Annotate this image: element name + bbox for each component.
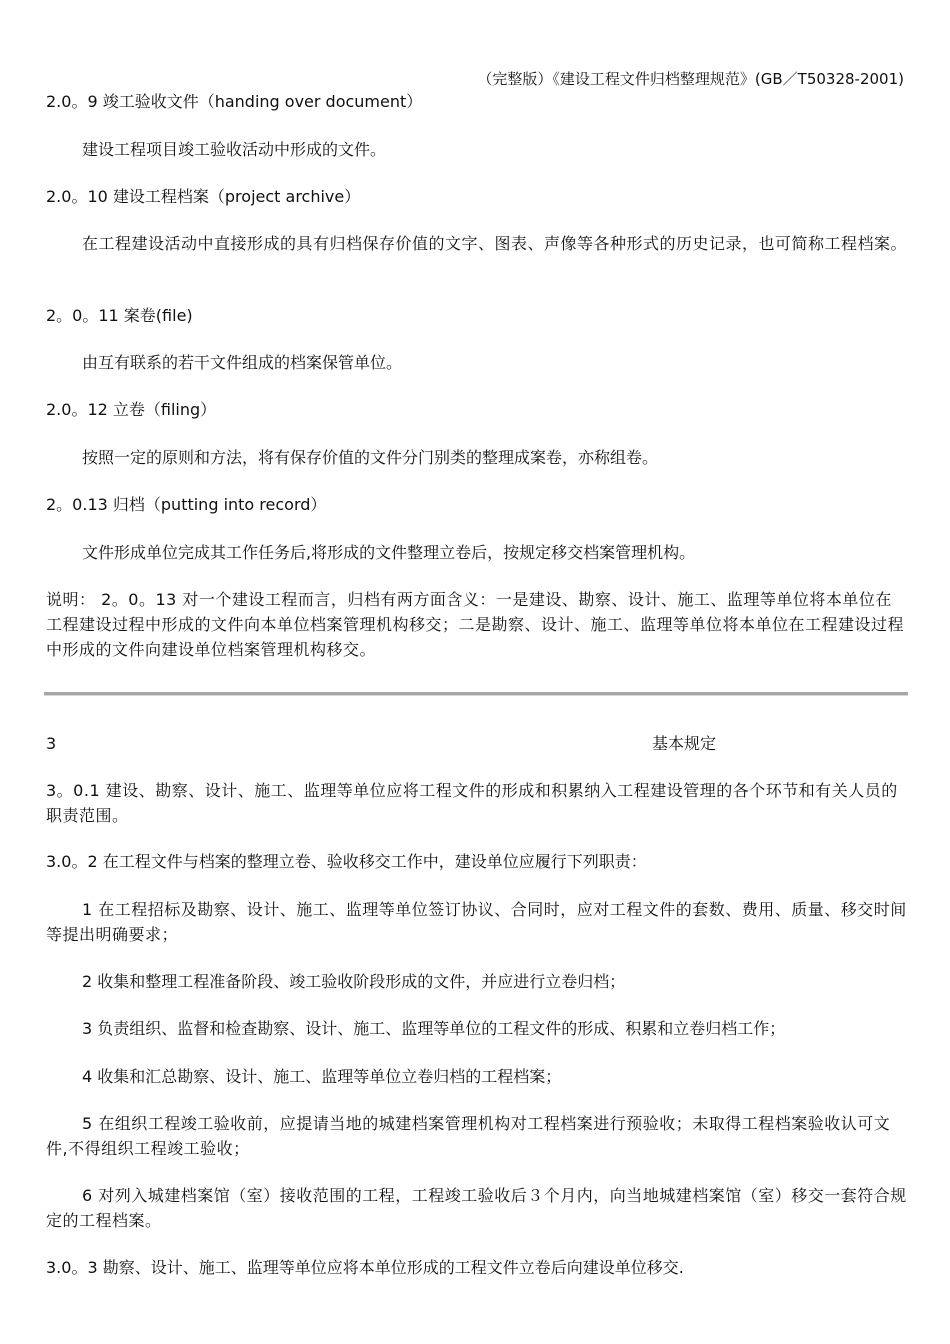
duty-item: 4 收集和汇总勘察、设计、施工、监理等单位立卷归档的工程档案； — [82, 1067, 562, 1086]
term-heading: 2。0。11 案卷(file) — [46, 306, 193, 325]
term-definition: 建设工程项目竣工验收活动中形成的文件。 — [82, 140, 387, 159]
chapter-title: 基本规定 — [652, 734, 717, 753]
clause-3-0-3: 3.0。3 勘察、设计、施工、监理等单位应将本单位形成的工程文件立卷后向建设单位移交. — [46, 1258, 684, 1277]
clause-3-0-2: 3.0。2 在工程文件与档案的整理立卷、验收移交工作中，建设单位应履行下列职责： — [46, 852, 647, 871]
duty-item: 6 对列入城建档案馆（室）接收范围的工程，工程竣工验收后３个月内，向当地城建档案馆（室）移交一套符合规定的工程档案。 — [46, 1186, 907, 1230]
chapter-number: 3 — [46, 734, 57, 753]
duty-item: 2 收集和整理工程准备阶段、竣工验收阶段形成的文件，并应进行立卷归档； — [82, 972, 626, 991]
duty-item: 3 负责组织、监督和检查勘察、设计、施工、监理等单位的工程文件的形成、积累和立卷归档工作； — [82, 1019, 786, 1038]
term-definition: 按照一定的原则和方法，将有保存价值的文件分门别类的整理成案卷，亦称组卷。 — [82, 448, 659, 467]
section-divider — [44, 692, 908, 696]
note-paragraph: 说明： 2。0。13 对一个建设工程而言，归档有两方面含义：一是建设、勘察、设计、施工、监理等单位将本单位在工程建设过程中形成的文件向本单位档案管理机构移交；二是勘察、设计、施工、监理等单位将本单位在工程建设过程中形成的文件向建设单位档案管理机构移交。 — [46, 590, 905, 659]
clause-3-0-1: 3。0.1 建设、勘察、设计、施工、监理等单位应将工程文件的形成和积累纳入工程建设管理的各个环节和有关人员的职责范围。 — [46, 781, 898, 825]
page-header: （完整版）《建设工程文件归档整理规范》(GB／T50328-2001) — [477, 70, 904, 88]
term-definition: 在工程建设活动中直接形成的具有归档保存价值的文字、图表、声像等各种形式的历史记录，也可简称工程档案。 — [82, 234, 908, 253]
term-heading: 2.0。10 建设工程档案（project archive） — [46, 187, 361, 206]
duty-item: 1 在工程招标及勘察、设计、施工、监理等单位签订协议、合同时，应对工程文件的套数、费用、质量、移交时间等提出明确要求； — [46, 900, 907, 944]
term-heading: 2.0。9 竣工验收文件（handing over document） — [46, 92, 423, 111]
term-definition: 由互有联系的若干文件组成的档案保管单位。 — [82, 353, 403, 372]
term-definition: 文件形成单位完成其工作任务后,将形成的文件整理立卷后，按规定移交档案管理机构。 — [82, 543, 696, 562]
term-heading: 2.0。12 立卷（filing） — [46, 400, 217, 419]
duty-item: 5 在组织工程竣工验收前，应提请当地的城建档案管理机构对工程档案进行预验收；未取得工程档案验收认可文件,不得组织工程竣工验收； — [46, 1114, 891, 1158]
term-heading: 2。0.13 归档（putting into record） — [46, 495, 327, 514]
